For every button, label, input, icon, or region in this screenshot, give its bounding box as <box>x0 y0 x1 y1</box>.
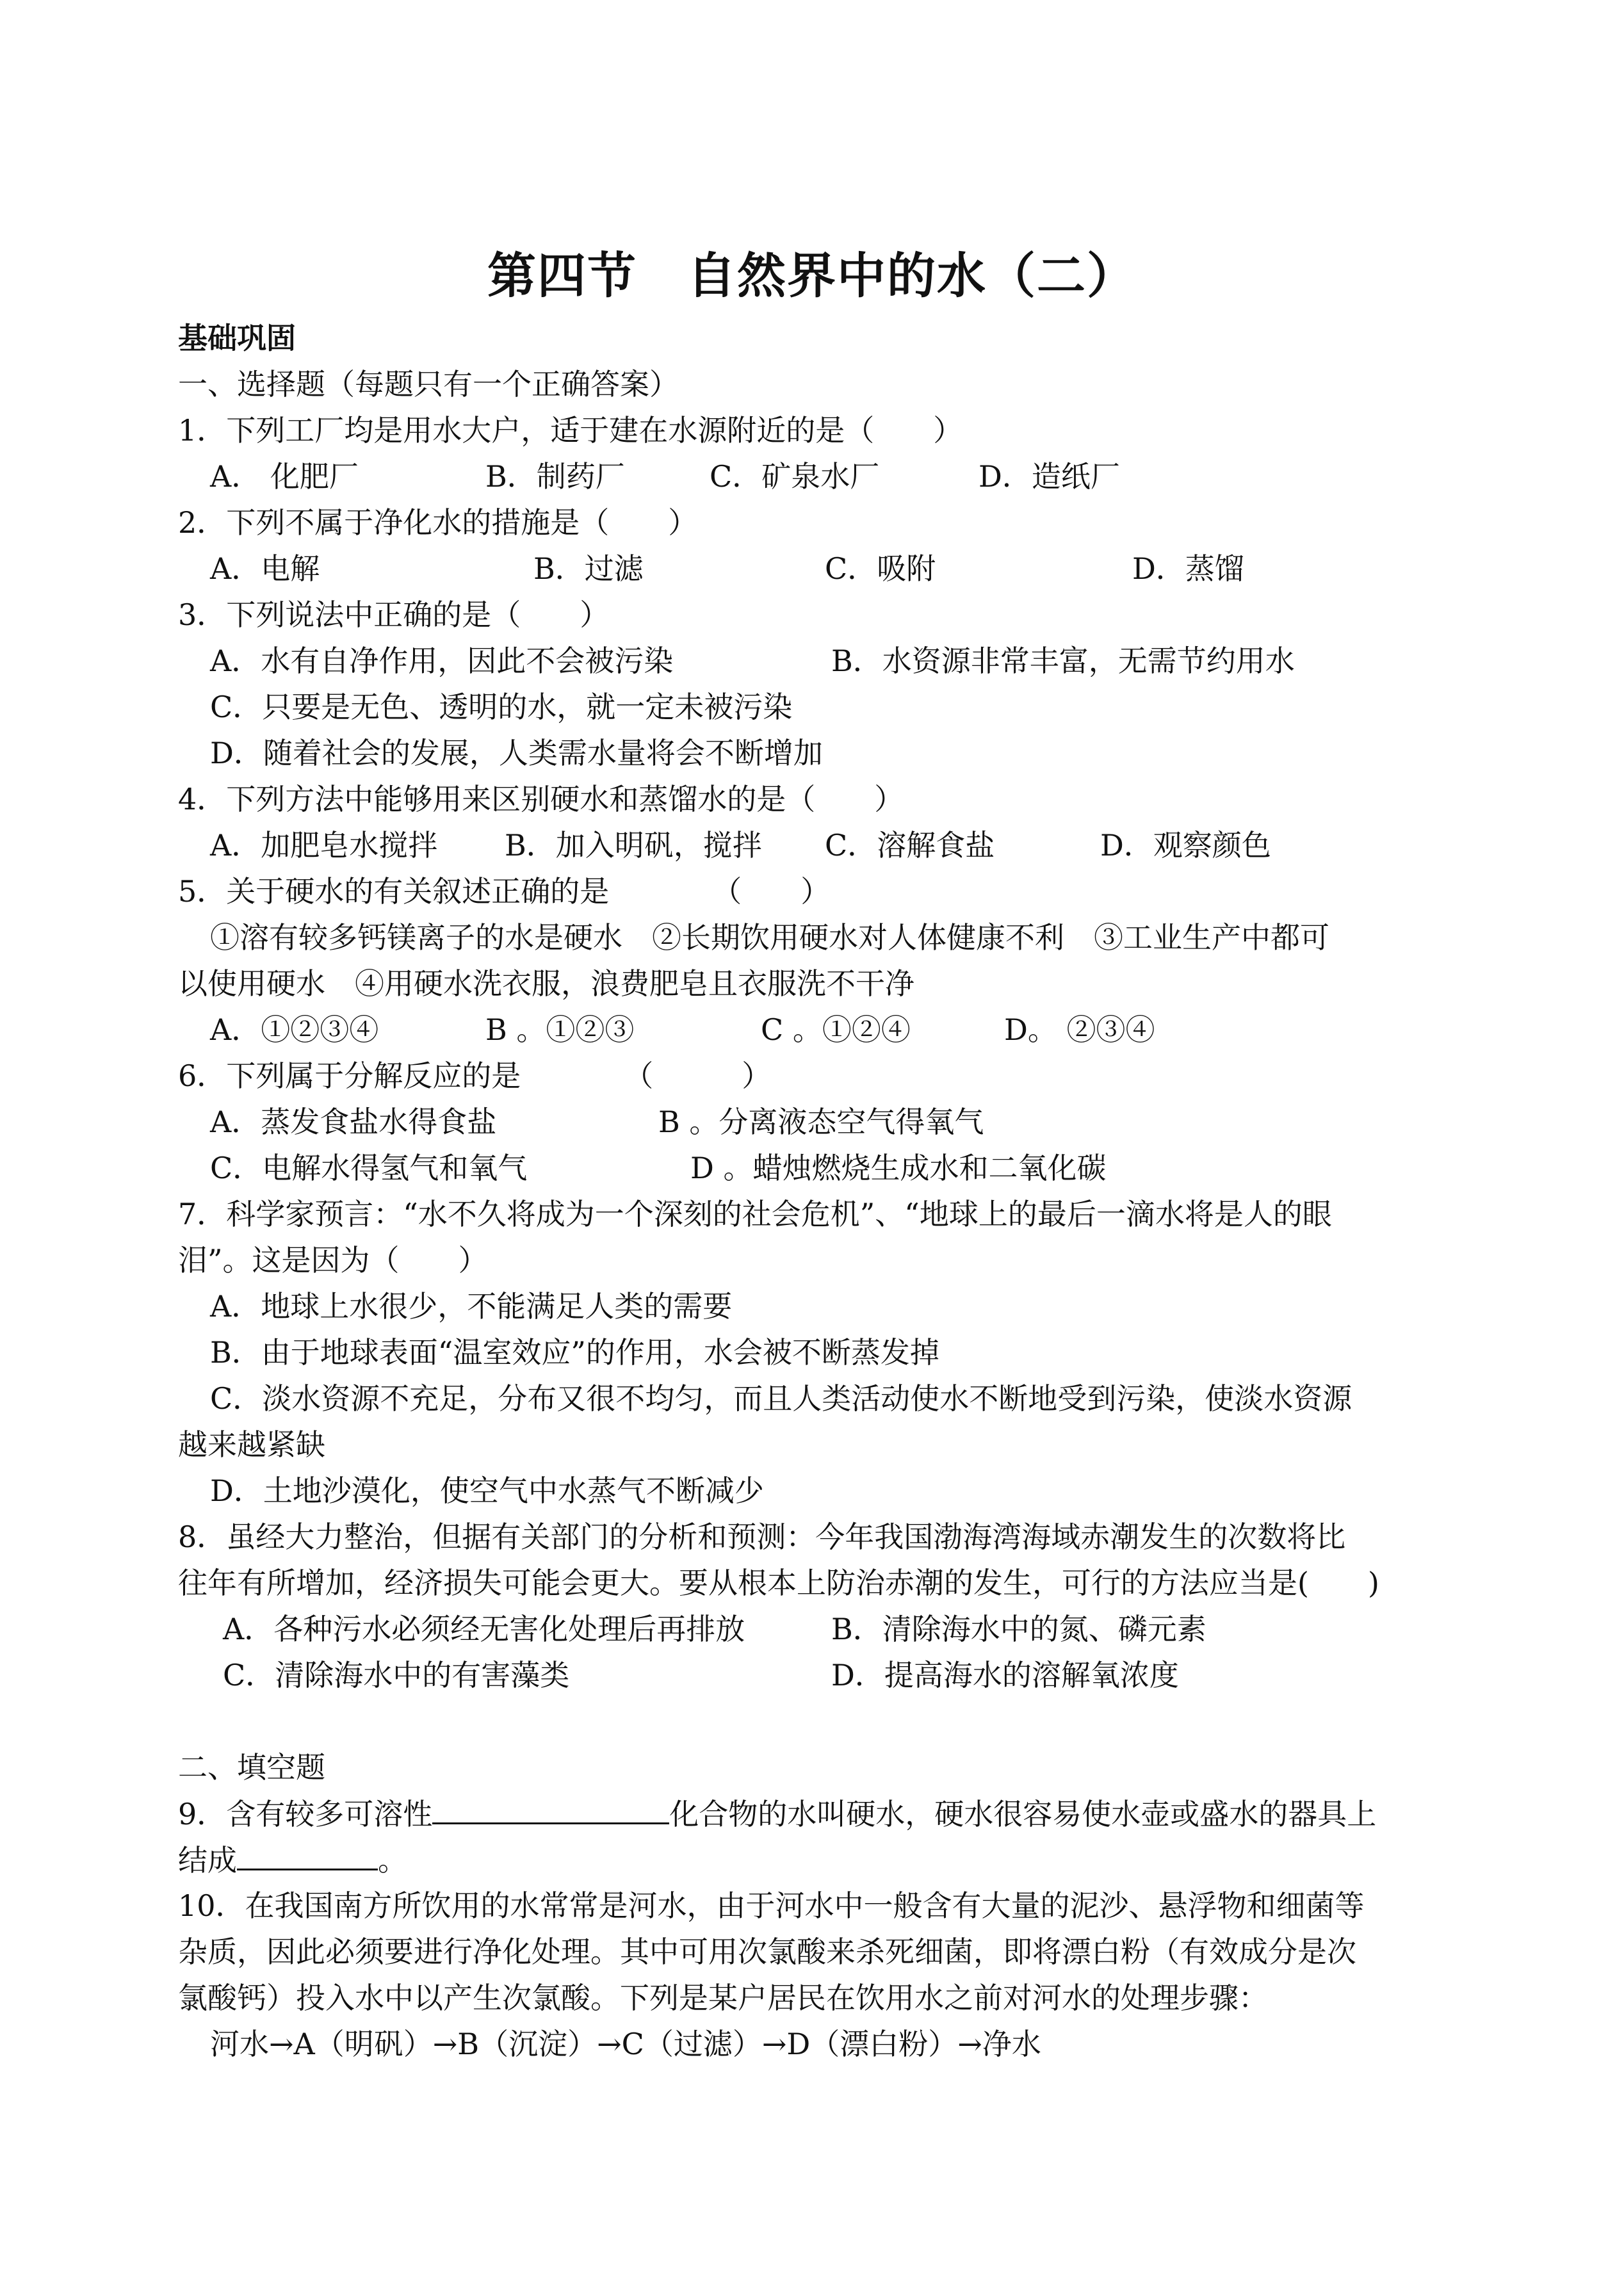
question-2-option-b: B．过滤 <box>533 551 644 586</box>
question-5-option-b: B 。①②③ <box>485 1012 635 1047</box>
question-9-line1 <box>178 1794 1376 1833</box>
question-8-option-b: B．清除海水中的氮、磷元素 <box>831 1612 1206 1646</box>
question-2-stem: 2．下列不属于净化水的措施是（ ） <box>178 505 698 540</box>
question-6-stem: 6．下列属于分解反应的是 （ ） <box>178 1058 772 1093</box>
question-5-option-c: C 。①②④ <box>761 1012 911 1047</box>
question-8-option-c: C．清除海水中的有害藻类 <box>223 1658 570 1692</box>
question-8-stem-line1: 8．虽经大力整治，但据有关部门的分析和预测：今年我国渤海湾海域赤潮发生的次数将比 <box>178 1520 1346 1554</box>
question-6-option-a: A．蒸发食盐水得食盐 <box>210 1105 497 1139</box>
question-6-option-d: D 。蜡烛燃烧生成水和二氧化碳 <box>690 1151 1107 1185</box>
question-1-option-c: C．矿泉水厂 <box>710 459 880 494</box>
question-4-option-d: D．观察颜色 <box>1100 828 1271 863</box>
question-7-option-a: A．地球上水很少，不能满足人类的需要 <box>210 1289 733 1324</box>
question-6-option-c: C．电解水得氢气和氧气 <box>210 1151 528 1185</box>
question-1-stem: 1．下列工厂均是用水大户，适于建在水源附近的是（ ） <box>178 413 963 448</box>
question-4-option-b: B．加入明矾，搅拌 <box>505 828 762 863</box>
question-7-stem-line2: 泪”。这是因为（ ） <box>178 1243 488 1277</box>
question-7-option-c-line1: C．淡水资源不充足，分布又很不均匀，而且人类活动使水不断地受到污染，使淡水资源 <box>210 1381 1352 1416</box>
question-9-text-after-blank: 化合物的水叫硬水，硬水很容易使水壶或盛水的器具上 <box>669 1797 1377 1831</box>
answer-blank-1[interactable] <box>432 1794 669 1824</box>
question-9-line2 <box>178 1840 407 1879</box>
question-3-option-c: C．只要是无色、透明的水，就一定未被污染 <box>210 690 793 724</box>
question-2-option-c: C．吸附 <box>825 551 936 586</box>
question-10-line2: 杂质，因此必须要进行净化处理。其中可用次氯酸来杀死细菌，即将漂白粉（有效成分是次 <box>178 1934 1356 1969</box>
question-3-option-b: B．水资源非常丰富，无需节约用水 <box>831 644 1295 678</box>
question-5-option-d: D。 ②③④ <box>1004 1012 1155 1047</box>
question-8-option-a: A．各种污水必须经无害化处理后再排放 <box>223 1612 745 1646</box>
question-10-line3: 氯酸钙）投入水中以产生次氯酸。下列是某户居民在饮用水之前对河水的处理步骤： <box>178 1981 1268 2015</box>
question-9-line2-end: 。 <box>378 1843 407 1877</box>
question-3-option-a: A．水有自净作用，因此不会被污染 <box>210 644 674 678</box>
question-10-process-steps: 河水→A（明矾）→B（沉淀）→C（过滤）→D（漂白粉）→净水 <box>210 2027 1041 2061</box>
question-5-statements-line1: ①溶有较多钙镁离子的水是硬水 ②长期饮用硬水对人体健康不利 ③工业生产中都可 <box>210 920 1329 955</box>
question-3-option-d: D．随着社会的发展，人类需水量将会不断增加 <box>210 736 823 770</box>
question-3-stem: 3．下列说法中正确的是（ ） <box>178 597 610 632</box>
question-8-stem-line2: 往年有所增加，经济损失可能会更大。要从根本上防治赤潮的发生，可行的方法应当是( ) <box>178 1566 1379 1600</box>
question-4-option-c: C．溶解食盐 <box>825 828 995 863</box>
page-title: 第四节 自然界中的水（二） <box>487 247 1137 304</box>
question-7-option-c-line2: 越来越紧缺 <box>178 1427 325 1462</box>
question-7-option-d: D．土地沙漠化，使空气中水蒸气不断减少 <box>210 1473 764 1508</box>
question-2-option-d: D．蒸馏 <box>1132 551 1244 586</box>
question-7-stem-line1: 7．科学家预言：“水不久将成为一个深刻的社会危机”、“地球上的最后一滴水将是人的眼 <box>178 1197 1332 1231</box>
question-1-option-a: A． 化肥厂 <box>210 459 359 494</box>
question-5-stem: 5．关于硬水的有关叙述正确的是 （ ） <box>178 874 831 909</box>
question-2-option-a: A．电解 <box>210 551 320 586</box>
question-10-line1: 10．在我国南方所饮用的水常常是河水，由于河水中一般含有大量的泥沙、悬浮物和细菌等 <box>178 1888 1365 1923</box>
answer-blank-2[interactable] <box>237 1840 378 1870</box>
question-1-option-b: B．制药厂 <box>485 459 625 494</box>
question-8-option-d: D．提高海水的溶解氧浓度 <box>831 1658 1179 1692</box>
question-9-text-before-blank: 9．含有较多可溶性 <box>178 1797 433 1831</box>
question-1-option-d: D．造纸厂 <box>978 459 1120 494</box>
part2-heading: 二、填空题 <box>178 1750 325 1785</box>
question-7-option-b: B．由于地球表面“温室效应”的作用，水会被不断蒸发掉 <box>210 1335 939 1370</box>
question-5-statements-line2: 以使用硬水 ④用硬水洗衣服，浪费肥皂且衣服洗不干净 <box>178 966 914 1001</box>
part1-heading: 一、选择题（每题只有一个正确答案） <box>178 367 679 401</box>
question-5-option-a: A．①②③④ <box>210 1012 379 1047</box>
question-6-option-b: B 。分离液态空气得氧气 <box>658 1105 984 1139</box>
question-4-stem: 4．下列方法中能够用来区别硬水和蒸馏水的是（ ） <box>178 782 904 816</box>
section-heading-basic: 基础巩固 <box>178 321 296 355</box>
question-4-option-a: A．加肥皂水搅拌 <box>210 828 438 863</box>
question-9-line2-text: 结成 <box>178 1843 237 1877</box>
